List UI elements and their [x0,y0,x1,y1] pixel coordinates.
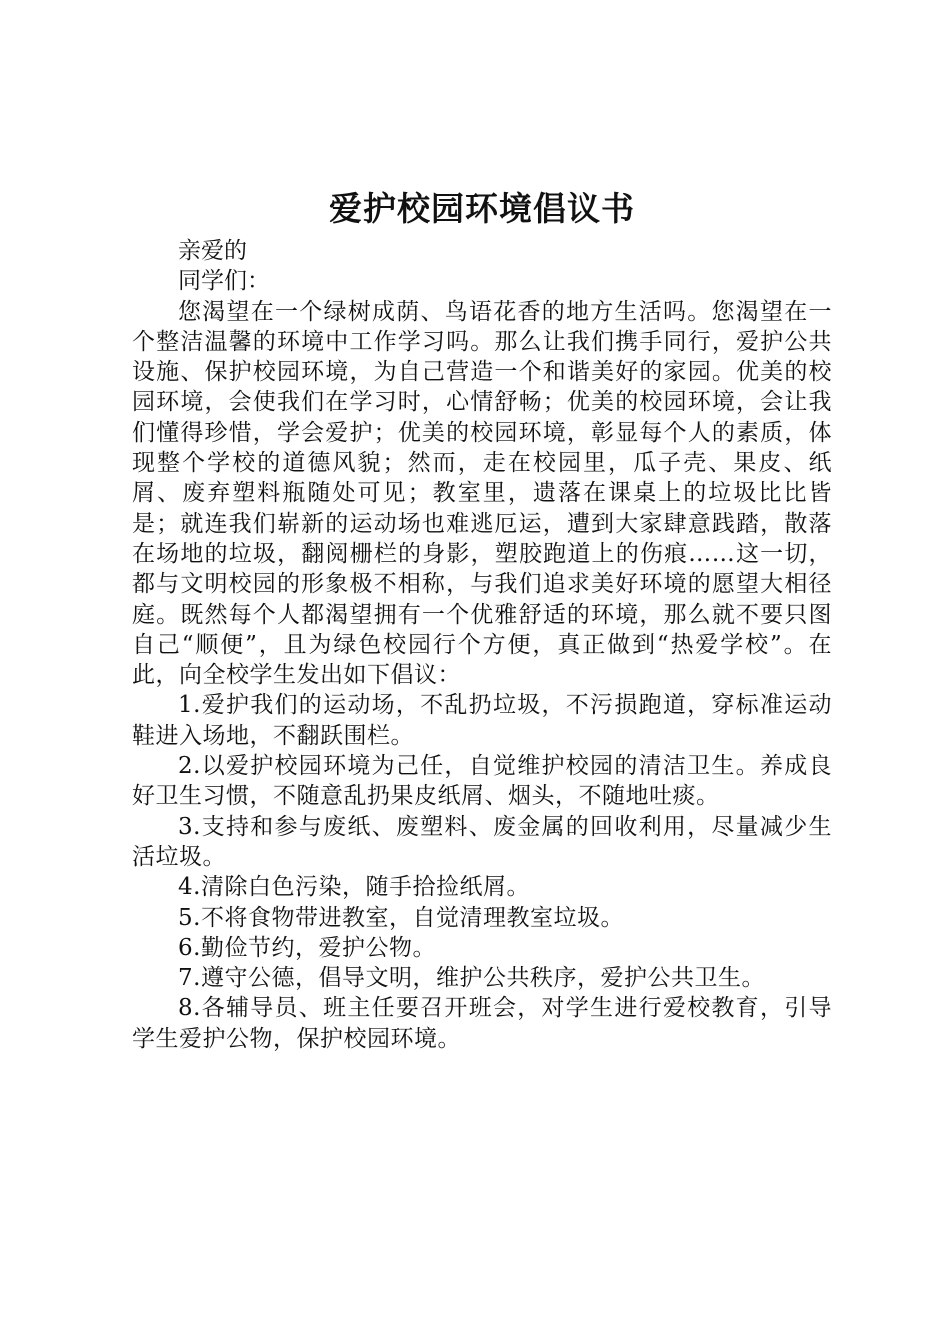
proposal-item-7: 7.遵守公德，倡导文明，维护公共秩序，爱护公共卫生。 [178,965,765,992]
intro-paragraph: 您渴望在一个绿树成荫、鸟语花香的地方生活吗。您渴望在一个整洁温馨的环境中工作学习吗。那么让我们携手同行，爱护公共设施、保护校园环境，为自己营造一个和谐美好的家园。优美的校园环境，会使我们在学习时，心情舒畅；优美的校园环境，会让我们懂得珍惜，学会爱护；优美的校园环境，彰显每个人的素质，体现整个学校的道德风貌；然而，走在校园里，瓜子壳、果皮、纸屑、废弃塑料瓶随处可见；教室里，遗落在课桌上的垃圾比比皆是；就连我们崭新的运动场也难逃厄运，遭到大家肆意践踏，散落在场地的垃圾，翻阅栅栏的身影，塑胶跑道上的伤痕……这一切，都与文明校园的形象极不相称，与我们追求美好环境的愿望大相径庭。既然每个人都渴望拥有一个优雅舒适的环境，那么就不要只图自己“顺便”，且为绿色校园行个方便，真正做到“热爱学校”。在此，向全校学生发出如下倡议： [132,298,832,689]
proposal-item-3: 3.支持和参与废纸、废塑料、废金属的回收利用，尽量减少生活垃圾。 [132,813,832,870]
document-page [132,182,832,1054]
proposal-item-2: 2.以爱护校园环境为己任，自觉维护校园的清洁卫生。养成良好卫生习惯，不随意乱扔果皮纸屑、烟头，不随地吐痰。 [132,753,832,810]
proposal-item-4: 4.清除白色污染，随手拾捡纸屑。 [178,874,530,901]
salutation-line-1: 亲爱的 [178,238,247,264]
proposal-item-1: 1.爱护我们的运动场，不乱扔垃圾，不污损跑道，穿标准运动鞋进入场地，不翻跃围栏。 [132,692,832,749]
document-title: 爱护校园环境倡议书 [329,189,635,228]
proposal-item-6: 6.勤俭节约，爱护公物。 [178,934,436,961]
salutation-line-2: 同学们： [178,268,270,295]
proposal-item-5: 5.不将食物带进教室，自觉清理教室垃圾。 [178,904,624,931]
proposal-item-8: 8.各辅导员、班主任要召开班会，对学生进行爱校教育，引导学生爱护公物，保护校园环境。 [132,995,832,1052]
